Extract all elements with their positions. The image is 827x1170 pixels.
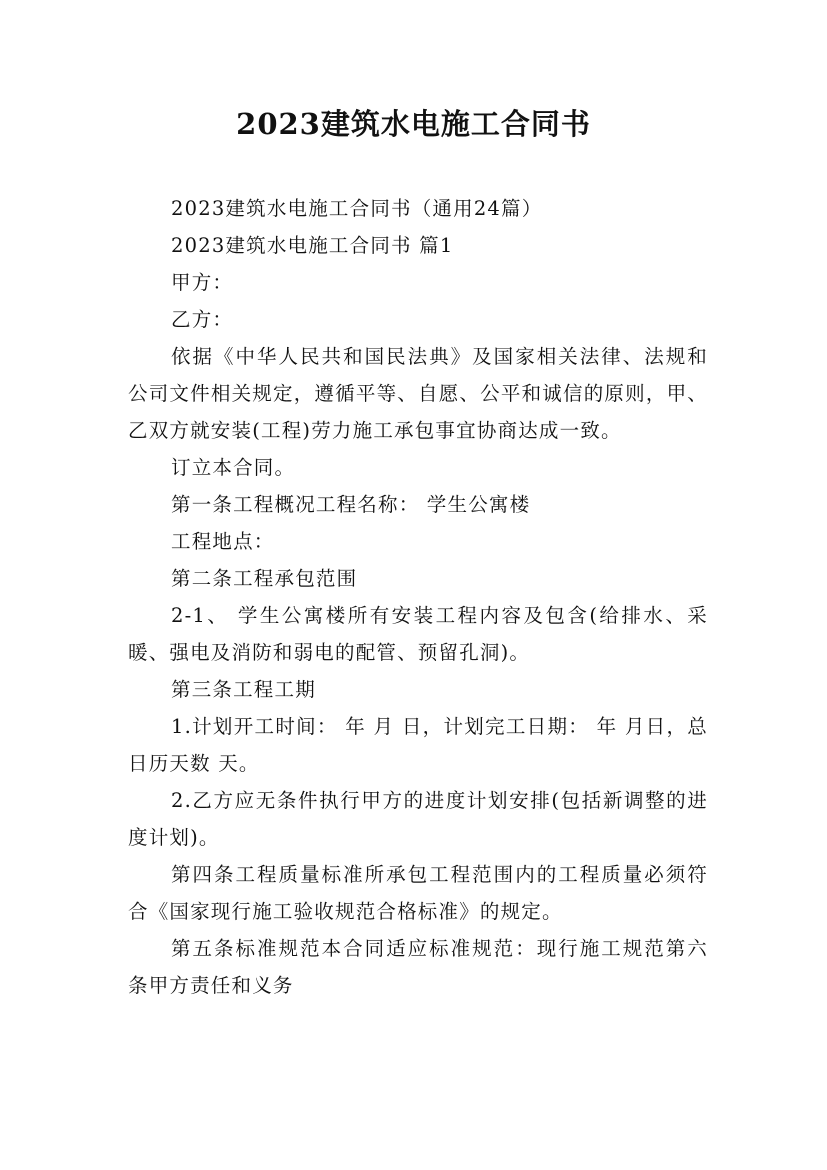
paragraph-article-3-item-2: 2.乙方应无条件执行甲方的进度计划安排(包括新调整的进度计划)。 bbox=[128, 789, 708, 849]
paragraph-article-1-name: 第一条工程概况工程名称： 学生公寓楼 bbox=[171, 493, 531, 516]
paragraph-article-2-scope: 2-1、 学生公寓楼所有安装工程内容及包含(给排水、采暖、强电及消防和弱电的配管、预留孔洞)。 bbox=[128, 604, 708, 664]
paragraph-article-5: 第五条标准规范本合同适应标准规范：现行施工规范第六条甲方责任和义务 bbox=[128, 937, 708, 997]
paragraph-article-3-item-1: 1.计划开工时间： 年 月 日，计划完工日期： 年 月日，总日历天数 天。 bbox=[128, 715, 708, 775]
paragraph-section-heading: 2023建筑水电施工合同书 篇1 bbox=[171, 234, 454, 257]
paragraph-article-1-location: 工程地点： bbox=[171, 530, 275, 553]
document-body bbox=[128, 190, 708, 1004]
paragraph-basis: 依据《中华人民共和国民法典》及国家相关法律、法规和公司文件相关规定，遵循平等、自愿、公平和诚信的原则，甲、乙双方就安装(工程)劳力施工承包事宜协商达成一致。 bbox=[128, 345, 708, 442]
paragraph-conclusion: 订立本合同。 bbox=[171, 456, 296, 479]
paragraph-article-3: 第三条工程工期 bbox=[171, 678, 316, 701]
paragraph-party-a: 甲方： bbox=[171, 271, 234, 294]
paragraph-article-2: 第二条工程承包范围 bbox=[171, 567, 358, 590]
paragraph-subtitle: 2023建筑水电施工合同书（通用24篇） bbox=[171, 197, 543, 220]
paragraph-article-4: 第四条工程质量标准所承包工程范围内的工程质量必须符合《国家现行施工验收规范合格标准》的规定。 bbox=[128, 863, 708, 923]
document-title: 2023建筑水电施工合同书 bbox=[236, 107, 591, 141]
paragraph-party-b: 乙方： bbox=[171, 308, 234, 331]
